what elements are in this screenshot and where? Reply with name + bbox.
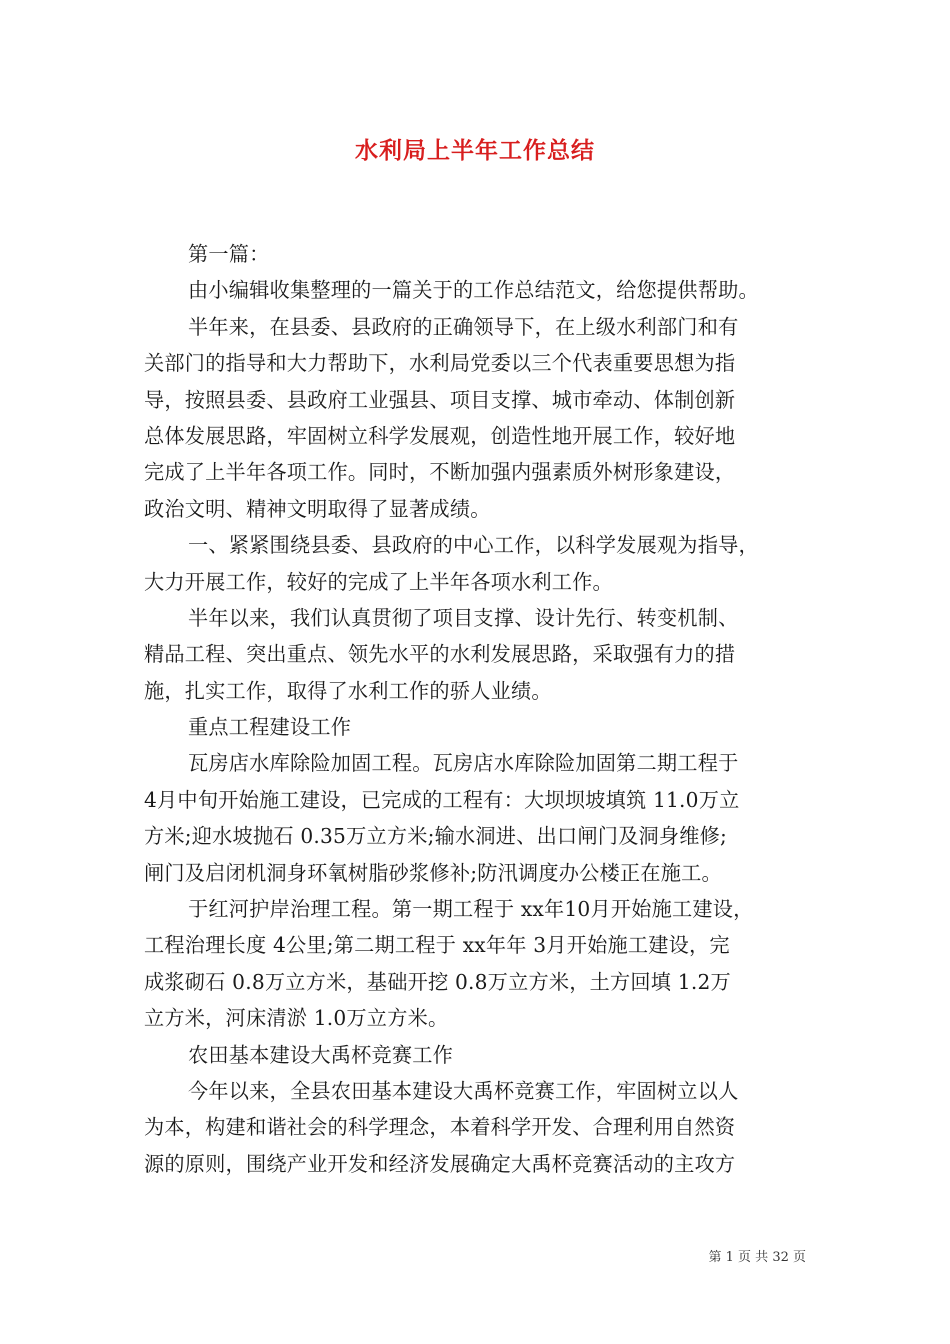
body-line: 重点工程建设工作 [188, 715, 352, 740]
body-line: 于红河护岸治理工程。第一期工程于 xx年10月开始施工建设， [188, 897, 754, 922]
body-line: 精品工程、突出重点、领先水平的水利发展思路，采取强有力的措 [144, 642, 736, 667]
body-line: 农田基本建设大禹杯竞赛工作 [188, 1042, 454, 1067]
body-line: 大力开展工作，较好的完成了上半年各项水利工作。 [144, 569, 613, 594]
body-line: 关部门的指导和大力帮助下，水利局党委以三个代表重要思想为指 [144, 351, 736, 376]
body-line: 今年以来，全县农田基本建设大禹杯竞赛工作，牢固树立以人 [188, 1078, 739, 1103]
body-line: 导，按照县委、县政府工业强县、项目支撑、城市牵动、体制创新 [144, 387, 736, 412]
body-line: 工程治理长度 4公里;第二期工程于 xx年年 3月开始施工建设，完 [144, 933, 730, 958]
body-line: 半年以来，我们认真贯彻了项目支撑、设计先行、转变机制、 [188, 605, 739, 630]
body-line: 完成了上半年各项工作。同时，不断加强内强素质外树形象建设， [144, 460, 736, 485]
body-line: 成浆砌石 0.8万立方米，基础开挖 0.8万立方米，土方回填 1.2万 [144, 969, 731, 994]
body-line: 总体发展思路，牢固树立科学发展观，创造性地开展工作，较好地 [144, 423, 736, 448]
document-body [144, 236, 808, 1182]
page-number: 第 1 页 共 32 页 [708, 1250, 806, 1265]
body-line: 由小编辑收集整理的一篇关于的工作总结范文，给您提供帮助。 [188, 278, 759, 303]
body-line: 施，扎实工作，取得了水利工作的骄人业绩。 [144, 678, 552, 703]
body-line: 政治文明、精神文明取得了显著成绩。 [144, 496, 491, 521]
body-line: 闸门及启闭机洞身环氧树脂砂浆修补;防汛调度办公楼正在施工。 [144, 860, 722, 885]
body-line: 4月中旬开始施工建设，已完成的工程有：大坝坝坡填筑 11.0万立 [144, 787, 740, 812]
document-title: 水利局上半年工作总结 [355, 138, 595, 164]
body-line: 立方米，河床清淤 1.0万立方米。 [144, 1006, 449, 1031]
body-line: 一、紧紧围绕县委、县政府的中心工作，以科学发展观为指导， [188, 533, 759, 558]
body-line: 源的原则，围绕产业开发和经济发展确定大禹杯竞赛活动的主攻方 [144, 1151, 736, 1176]
body-line: 方米;迎水坡抛石 0.35万立方米;输水洞进、出口闸门及洞身维修; [144, 824, 728, 849]
body-line: 为本，构建和谐社会的科学理念，本着科学开发、合理利用自然资 [144, 1115, 736, 1140]
body-line: 半年来，在县委、县政府的正确领导下，在上级水利部门和有 [188, 314, 739, 339]
body-line: 第一篇： [188, 242, 270, 266]
body-line: 瓦房店水库除险加固工程。瓦房店水库除险加固第二期工程于 [188, 751, 739, 776]
